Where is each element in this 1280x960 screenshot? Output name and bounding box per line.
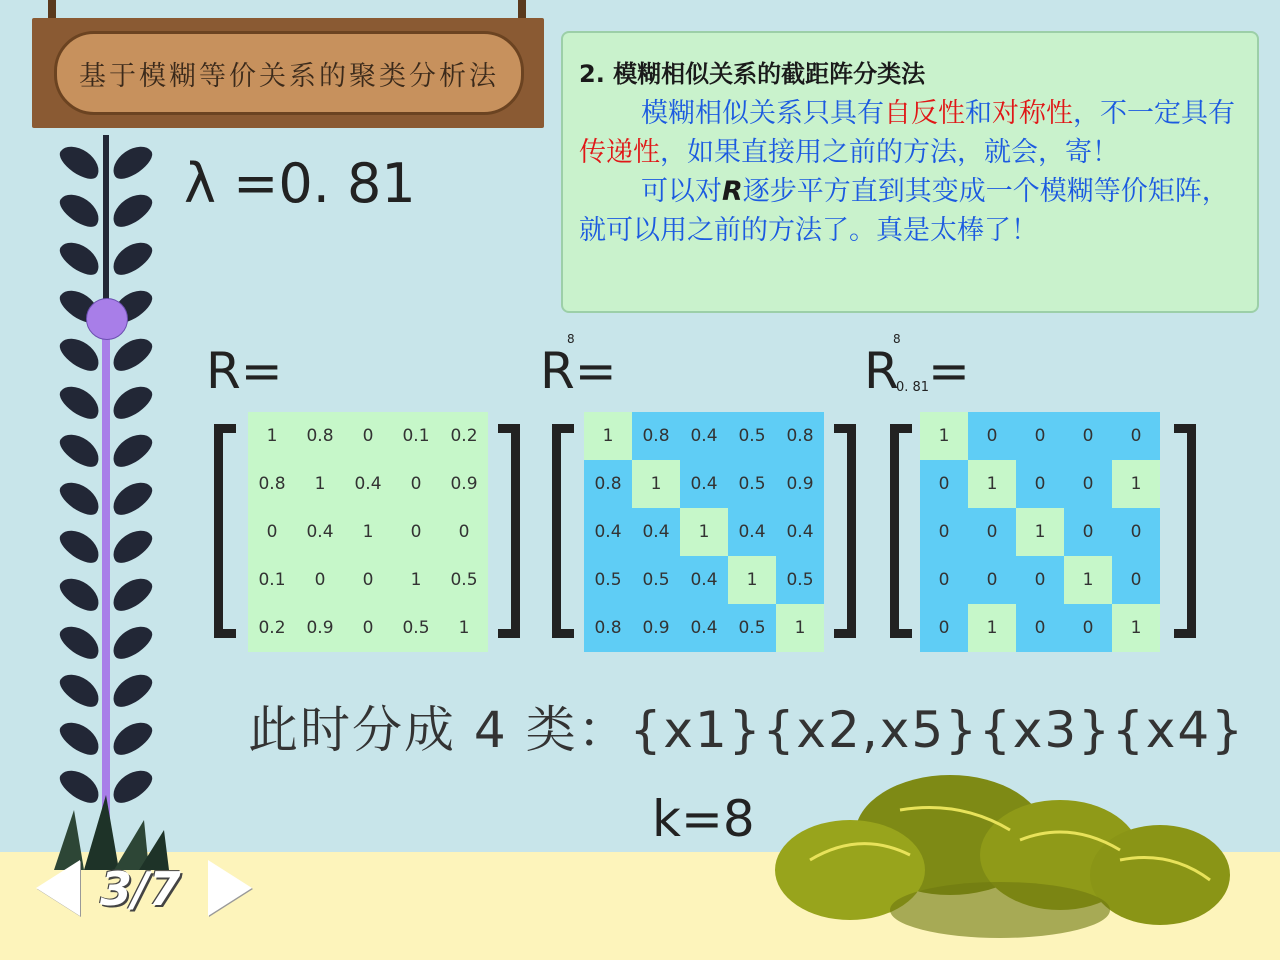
- matrix-cell: 1: [632, 460, 680, 508]
- matrix-cell: 0: [440, 508, 488, 556]
- leaf-icon: [107, 620, 157, 665]
- matrix-cell: 0.8: [584, 460, 632, 508]
- leaf-icon: [55, 716, 105, 761]
- label-r: R=: [206, 342, 283, 400]
- panel-paragraph-2: [579, 172, 1241, 250]
- matrix-cell: 0.4: [728, 508, 776, 556]
- leaf-icon: [107, 524, 157, 569]
- matrix-cell: 1: [1112, 460, 1160, 508]
- bracket-right-3: [1174, 424, 1196, 638]
- matrix-cell: 1: [584, 412, 632, 460]
- label-r8: R=: [540, 342, 617, 400]
- leaf-icon: [55, 332, 105, 377]
- leaf-icon: [55, 380, 105, 425]
- text-only-has: 只具有: [803, 98, 884, 129]
- title-sign: [32, 18, 544, 128]
- leaf-icon: [107, 140, 157, 185]
- matrix-cell: 1: [920, 412, 968, 460]
- matrix-cell: 0.4: [680, 604, 728, 652]
- matrix-cell: 0: [248, 508, 296, 556]
- leaf-icon: [107, 188, 157, 233]
- matrix-cell: 1: [248, 412, 296, 460]
- matrix-cell: 1: [1064, 556, 1112, 604]
- matrix-cell: 0.5: [728, 412, 776, 460]
- leaf-icon: [55, 524, 105, 569]
- bracket-right-2: [834, 424, 856, 638]
- matrix-cell: 1: [968, 460, 1016, 508]
- matrix-cell: 0.4: [680, 412, 728, 460]
- label-r8-sup: 8: [567, 332, 575, 346]
- matrix-cell: 0: [1112, 556, 1160, 604]
- matrix-cell: 0.4: [680, 460, 728, 508]
- leaf-icon: [55, 572, 105, 617]
- decorative-stones: [770, 760, 1230, 960]
- matrix-cell: 0.9: [440, 460, 488, 508]
- matrix-cell: 0.8: [248, 460, 296, 508]
- matrix-cell: 0.5: [584, 556, 632, 604]
- matrix-cell: 0: [344, 604, 392, 652]
- matrix-cell: 1: [1112, 604, 1160, 652]
- panel-paragraph-1: [579, 94, 1241, 172]
- matrix-r8: [584, 412, 824, 652]
- matrix-cell: 0.4: [344, 460, 392, 508]
- matrix-cell: 0: [1016, 412, 1064, 460]
- leaf-icon: [107, 236, 157, 281]
- matrix-cell: 0: [1064, 508, 1112, 556]
- matrix-r8-cut: [920, 412, 1160, 652]
- sign-rope-right: [518, 0, 526, 20]
- explanation-panel: [561, 31, 1259, 313]
- leaf-icon: [107, 668, 157, 713]
- text-square-until: 逐步平方直到其变成一个模糊等价矩阵，就可以用之前的方法了。真是太棒了！: [579, 176, 1229, 246]
- leaf-icon: [55, 620, 105, 665]
- matrix-cell: 0.8: [584, 604, 632, 652]
- progress-track: [102, 318, 110, 854]
- matrix-cell: 1: [344, 508, 392, 556]
- text-and: 和: [965, 98, 992, 129]
- matrix-cell: 0: [968, 508, 1016, 556]
- matrix-cell: 0: [1016, 604, 1064, 652]
- matrix-cell: 0: [1112, 412, 1160, 460]
- k-value: k=8: [652, 790, 755, 848]
- matrix-cell: 0: [392, 460, 440, 508]
- matrix-r: [248, 412, 488, 652]
- matrix-cell: 1: [440, 604, 488, 652]
- matrix-cell: 0: [1016, 556, 1064, 604]
- leaf-icon: [107, 380, 157, 425]
- stone-shadow: [890, 882, 1110, 938]
- matrix-cell: 1: [968, 604, 1016, 652]
- matrix-cell: 0: [920, 556, 968, 604]
- matrix-cell: 0: [920, 460, 968, 508]
- matrix-cell: 0.4: [680, 556, 728, 604]
- leaf-icon: [55, 668, 105, 713]
- matrix-cell: 0.2: [440, 412, 488, 460]
- label-r8-cut-eq: =: [928, 342, 970, 400]
- classification-result: 此时分成 4 类：{x1}{x2,x5}{x3}{x4}: [248, 701, 1245, 759]
- leaf-icon: [55, 236, 105, 281]
- leaf-icon: [107, 716, 157, 761]
- leaf-icon: [55, 476, 105, 521]
- next-page-button[interactable]: [208, 860, 252, 916]
- matrix-cell: 0.9: [296, 604, 344, 652]
- matrix-cell: 0.4: [584, 508, 632, 556]
- matrix-cell: 0: [1112, 508, 1160, 556]
- matrix-cell: 0: [968, 412, 1016, 460]
- matrix-cell: 0: [344, 412, 392, 460]
- matrix-cell: 0: [920, 508, 968, 556]
- matrix-cell: 0.4: [296, 508, 344, 556]
- page-indicator: 3/7: [100, 862, 181, 916]
- term-transitive: 传递性: [579, 137, 660, 168]
- text-not-necessarily: ，不一定具有: [1073, 98, 1235, 129]
- matrix-cell: 0: [1064, 412, 1112, 460]
- matrix-cell: 0: [1016, 460, 1064, 508]
- matrix-cell: 0: [392, 508, 440, 556]
- matrix-cell: 1: [728, 556, 776, 604]
- text-otherwise: ，如果直接用之前的方法，就会，寄！: [660, 137, 1119, 168]
- symbol-r: R: [722, 176, 743, 207]
- grass-tuft: [44, 790, 174, 870]
- text-can: 可以对: [641, 176, 722, 207]
- progress-slider-knob[interactable]: [86, 298, 128, 340]
- bracket-right-1: [498, 424, 520, 638]
- lambda-value: λ =0. 81: [184, 152, 416, 215]
- matrix-cell: 0.5: [776, 556, 824, 604]
- leaf-icon: [107, 428, 157, 473]
- panel-heading: 2. 模糊相似关系的截距阵分类法: [579, 60, 926, 88]
- matrix-cell: 0.5: [728, 460, 776, 508]
- label-r8-cut: R: [864, 342, 899, 400]
- label-r8-cut-sup: 8: [893, 332, 901, 346]
- matrix-cell: 0: [1064, 460, 1112, 508]
- leaf-icon: [55, 428, 105, 473]
- matrix-cell: 0.5: [632, 556, 680, 604]
- bracket-left-3: [890, 424, 912, 638]
- label-r8-cut-sub: 0. 81: [896, 380, 930, 395]
- sign-rope-left: [48, 0, 56, 20]
- leaf-icon: [107, 572, 157, 617]
- bracket-left-2: [552, 424, 574, 638]
- matrix-cell: 0.8: [632, 412, 680, 460]
- matrix-cell: 1: [776, 604, 824, 652]
- leaf-icon: [55, 188, 105, 233]
- term-fuzzy-similarity: 模糊相似关系: [641, 98, 803, 129]
- matrix-cell: 1: [1016, 508, 1064, 556]
- term-reflexive: 自反性: [884, 98, 965, 129]
- matrix-cell: 0.5: [440, 556, 488, 604]
- matrix-cell: 1: [392, 556, 440, 604]
- stone-4: [1090, 825, 1230, 925]
- matrix-cell: 0: [968, 556, 1016, 604]
- matrix-cell: 0: [344, 556, 392, 604]
- matrix-cell: 0.5: [728, 604, 776, 652]
- matrix-cell: 0.2: [248, 604, 296, 652]
- matrix-cell: 0.4: [632, 508, 680, 556]
- matrix-cell: 0.1: [392, 412, 440, 460]
- matrix-cell: 1: [296, 460, 344, 508]
- matrix-cell: 0.1: [248, 556, 296, 604]
- leaf-icon: [55, 140, 105, 185]
- prev-page-button[interactable]: [36, 860, 80, 916]
- matrix-cell: 0.4: [776, 508, 824, 556]
- matrix-cell: 0: [1064, 604, 1112, 652]
- matrix-cell: 0.8: [776, 412, 824, 460]
- matrix-cell: 0.8: [296, 412, 344, 460]
- term-symmetric: 对称性: [992, 98, 1073, 129]
- matrix-cell: 0.9: [632, 604, 680, 652]
- page-title: 基于模糊等价关系的聚类分析法: [54, 31, 524, 115]
- matrix-cell: 1: [680, 508, 728, 556]
- matrix-cell: 0: [920, 604, 968, 652]
- matrix-cell: 0: [296, 556, 344, 604]
- bracket-left-1: [214, 424, 236, 638]
- matrix-cell: 0.9: [776, 460, 824, 508]
- matrix-cell: 0.5: [392, 604, 440, 652]
- leaf-icon: [107, 476, 157, 521]
